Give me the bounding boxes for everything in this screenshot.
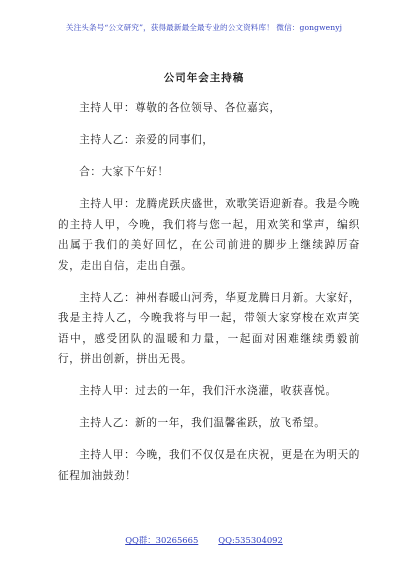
document-title: 公司年会主持稿 xyxy=(163,72,245,84)
paragraph: 主持人甲：龙腾虎跃庆盛世，欢歌笑语迎新春。我是今晚的主持人甲，今晚，我们将与您一起，用欢笑和掌声，编织出属于我们的美好回忆，在公司前进的脚步上继续踔厉奋发，走出自信，走出自强。 xyxy=(58,198,360,272)
paragraph: 主持人乙：新的一年，我们温馨雀跃，放飞希望。 xyxy=(79,417,326,429)
document-body xyxy=(58,98,360,498)
paragraph: 主持人甲：今晚，我们不仅仅是在庆祝，更是在为明天的征程加油鼓劲！ xyxy=(58,449,360,482)
qq-link[interactable]: QQ:535304092 xyxy=(218,535,283,545)
paragraph: 主持人乙：神州春暖山河秀，华夏龙腾日月新。大家好，我是主持人乙，今晚我将与甲一起，带领大家穿梭在欢声笑语中，感受团队的温暖和力量，一起面对困难继续勇毅前行，拼出创新，拼出无畏。 xyxy=(58,291,360,365)
qq-group-link[interactable]: QQ群：30265665 xyxy=(125,535,199,545)
footer-contact xyxy=(0,534,408,546)
paragraph: 主持人甲：过去的一年，我们汗水浇灌，收获喜悦。 xyxy=(79,385,337,397)
header-notice: 关注头条号“公文研究”，获得最新最全最专业的公文资料库！ 微信：gongwenyj xyxy=(65,23,343,32)
paragraph: 主持人乙：亲爱的同事们， xyxy=(79,134,214,146)
paragraph: 合：大家下午好！ xyxy=(79,166,169,178)
paragraph: 主持人甲：尊敬的各位领导、各位嘉宾， xyxy=(79,102,281,114)
